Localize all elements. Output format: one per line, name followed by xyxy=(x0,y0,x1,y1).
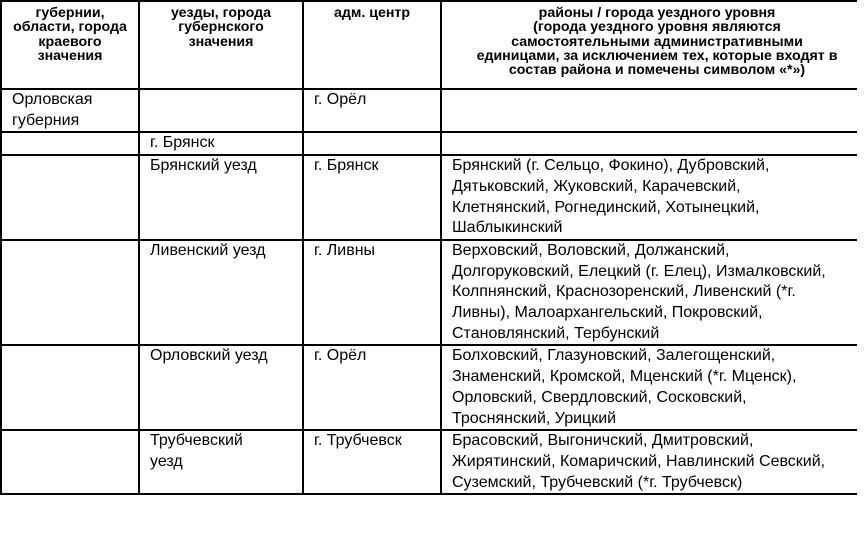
uezd-cell: Ливенский уезд xyxy=(139,240,303,346)
districts-line: Ливны), Малоархангельский, Покровский, xyxy=(452,304,763,322)
center-cell: г. Ливны xyxy=(303,240,441,346)
province-cell xyxy=(1,430,139,494)
districts-line: Колпнянский, Краснозоренский, Ливенский (*г. xyxy=(452,283,796,301)
table-header-row xyxy=(1,1,857,89)
uezd-cell xyxy=(139,89,303,132)
header-districts-line: состав района и помечены символом «*») xyxy=(508,62,806,79)
table-row xyxy=(1,132,857,155)
header-province: губернии, области, города краевого значения xyxy=(1,1,139,89)
districts-cell xyxy=(441,132,857,155)
uezd-cell: г. Брянск xyxy=(139,132,303,155)
uezd-cell: Орловский уезд xyxy=(139,345,303,430)
table-row xyxy=(1,240,857,346)
header-districts-line: единицами, за исключением тех, которые входят в xyxy=(476,47,838,64)
province-name: губерния xyxy=(12,111,80,129)
districts-line: Жирятинский, Комаричский, Навлинский Севский, xyxy=(452,452,826,470)
province-name: Орловская xyxy=(12,91,93,108)
uezd-name: Трубчевский xyxy=(150,432,243,450)
districts-line: Становлянский, Тербунский xyxy=(452,324,660,342)
center-cell: г. Брянск xyxy=(303,155,441,240)
table-row xyxy=(1,345,857,430)
uezd-cell xyxy=(139,430,303,494)
province-cell xyxy=(1,89,139,132)
districts-cell xyxy=(441,240,857,346)
table-row xyxy=(1,155,857,240)
province-cell xyxy=(1,155,139,240)
header-districts xyxy=(441,1,857,89)
center-cell: г. Орёл xyxy=(303,345,441,430)
table-row xyxy=(1,430,857,494)
districts-line: Троснянский, Урицкий xyxy=(452,409,617,427)
uezd-cell: Брянский уезд xyxy=(139,155,303,240)
districts-cell xyxy=(441,155,857,240)
header-districts-line: районы / города уездного уровня xyxy=(538,5,776,21)
province-cell xyxy=(1,132,139,155)
districts-line: Шаблыкинский xyxy=(452,219,563,237)
header-districts-line: (города уездного уровня являются xyxy=(533,19,781,36)
districts-line: Орловский, Свердловский, Сосковский, xyxy=(452,388,747,406)
districts-line: Суземский, Трубчевский (*г. Трубчевск) xyxy=(452,473,743,491)
districts-line: Верховский, Воловский, Должанский, xyxy=(452,241,730,259)
districts-line: Долгоруковский, Елецкий (г. Елец), Измалковский, xyxy=(452,262,826,280)
province-cell xyxy=(1,240,139,346)
province-cell xyxy=(1,345,139,430)
center-cell xyxy=(303,132,441,155)
districts-line: Клетнянский, Рогнединский, Хотынецкий, xyxy=(452,198,760,216)
districts-line: Брасовский, Выгоничский, Дмитровский, xyxy=(452,432,754,450)
header-uezd: уезды, города губернского значения xyxy=(139,1,303,89)
header-districts-line: самостоятельными административными xyxy=(511,33,803,50)
districts-cell xyxy=(441,430,857,494)
table-row xyxy=(1,89,857,132)
header-center: адм. центр xyxy=(303,1,441,89)
center-cell: г. Орёл xyxy=(303,89,441,132)
districts-line: Знаменский, Кромской, Мценский (*г. Мценск), xyxy=(452,368,797,386)
districts-line: Дятьковский, Жуковский, Карачевский, xyxy=(452,177,741,195)
center-cell: г. Трубчевск xyxy=(303,430,441,494)
districts-cell xyxy=(441,345,857,430)
districts-line: Брянский (г. Сельцо, Фокино), Дубровский, xyxy=(452,157,770,175)
districts-cell xyxy=(441,89,857,132)
districts-line: Болховский, Глазуновский, Залегощенский, xyxy=(452,347,776,365)
uezd-name: уезд xyxy=(150,452,183,470)
